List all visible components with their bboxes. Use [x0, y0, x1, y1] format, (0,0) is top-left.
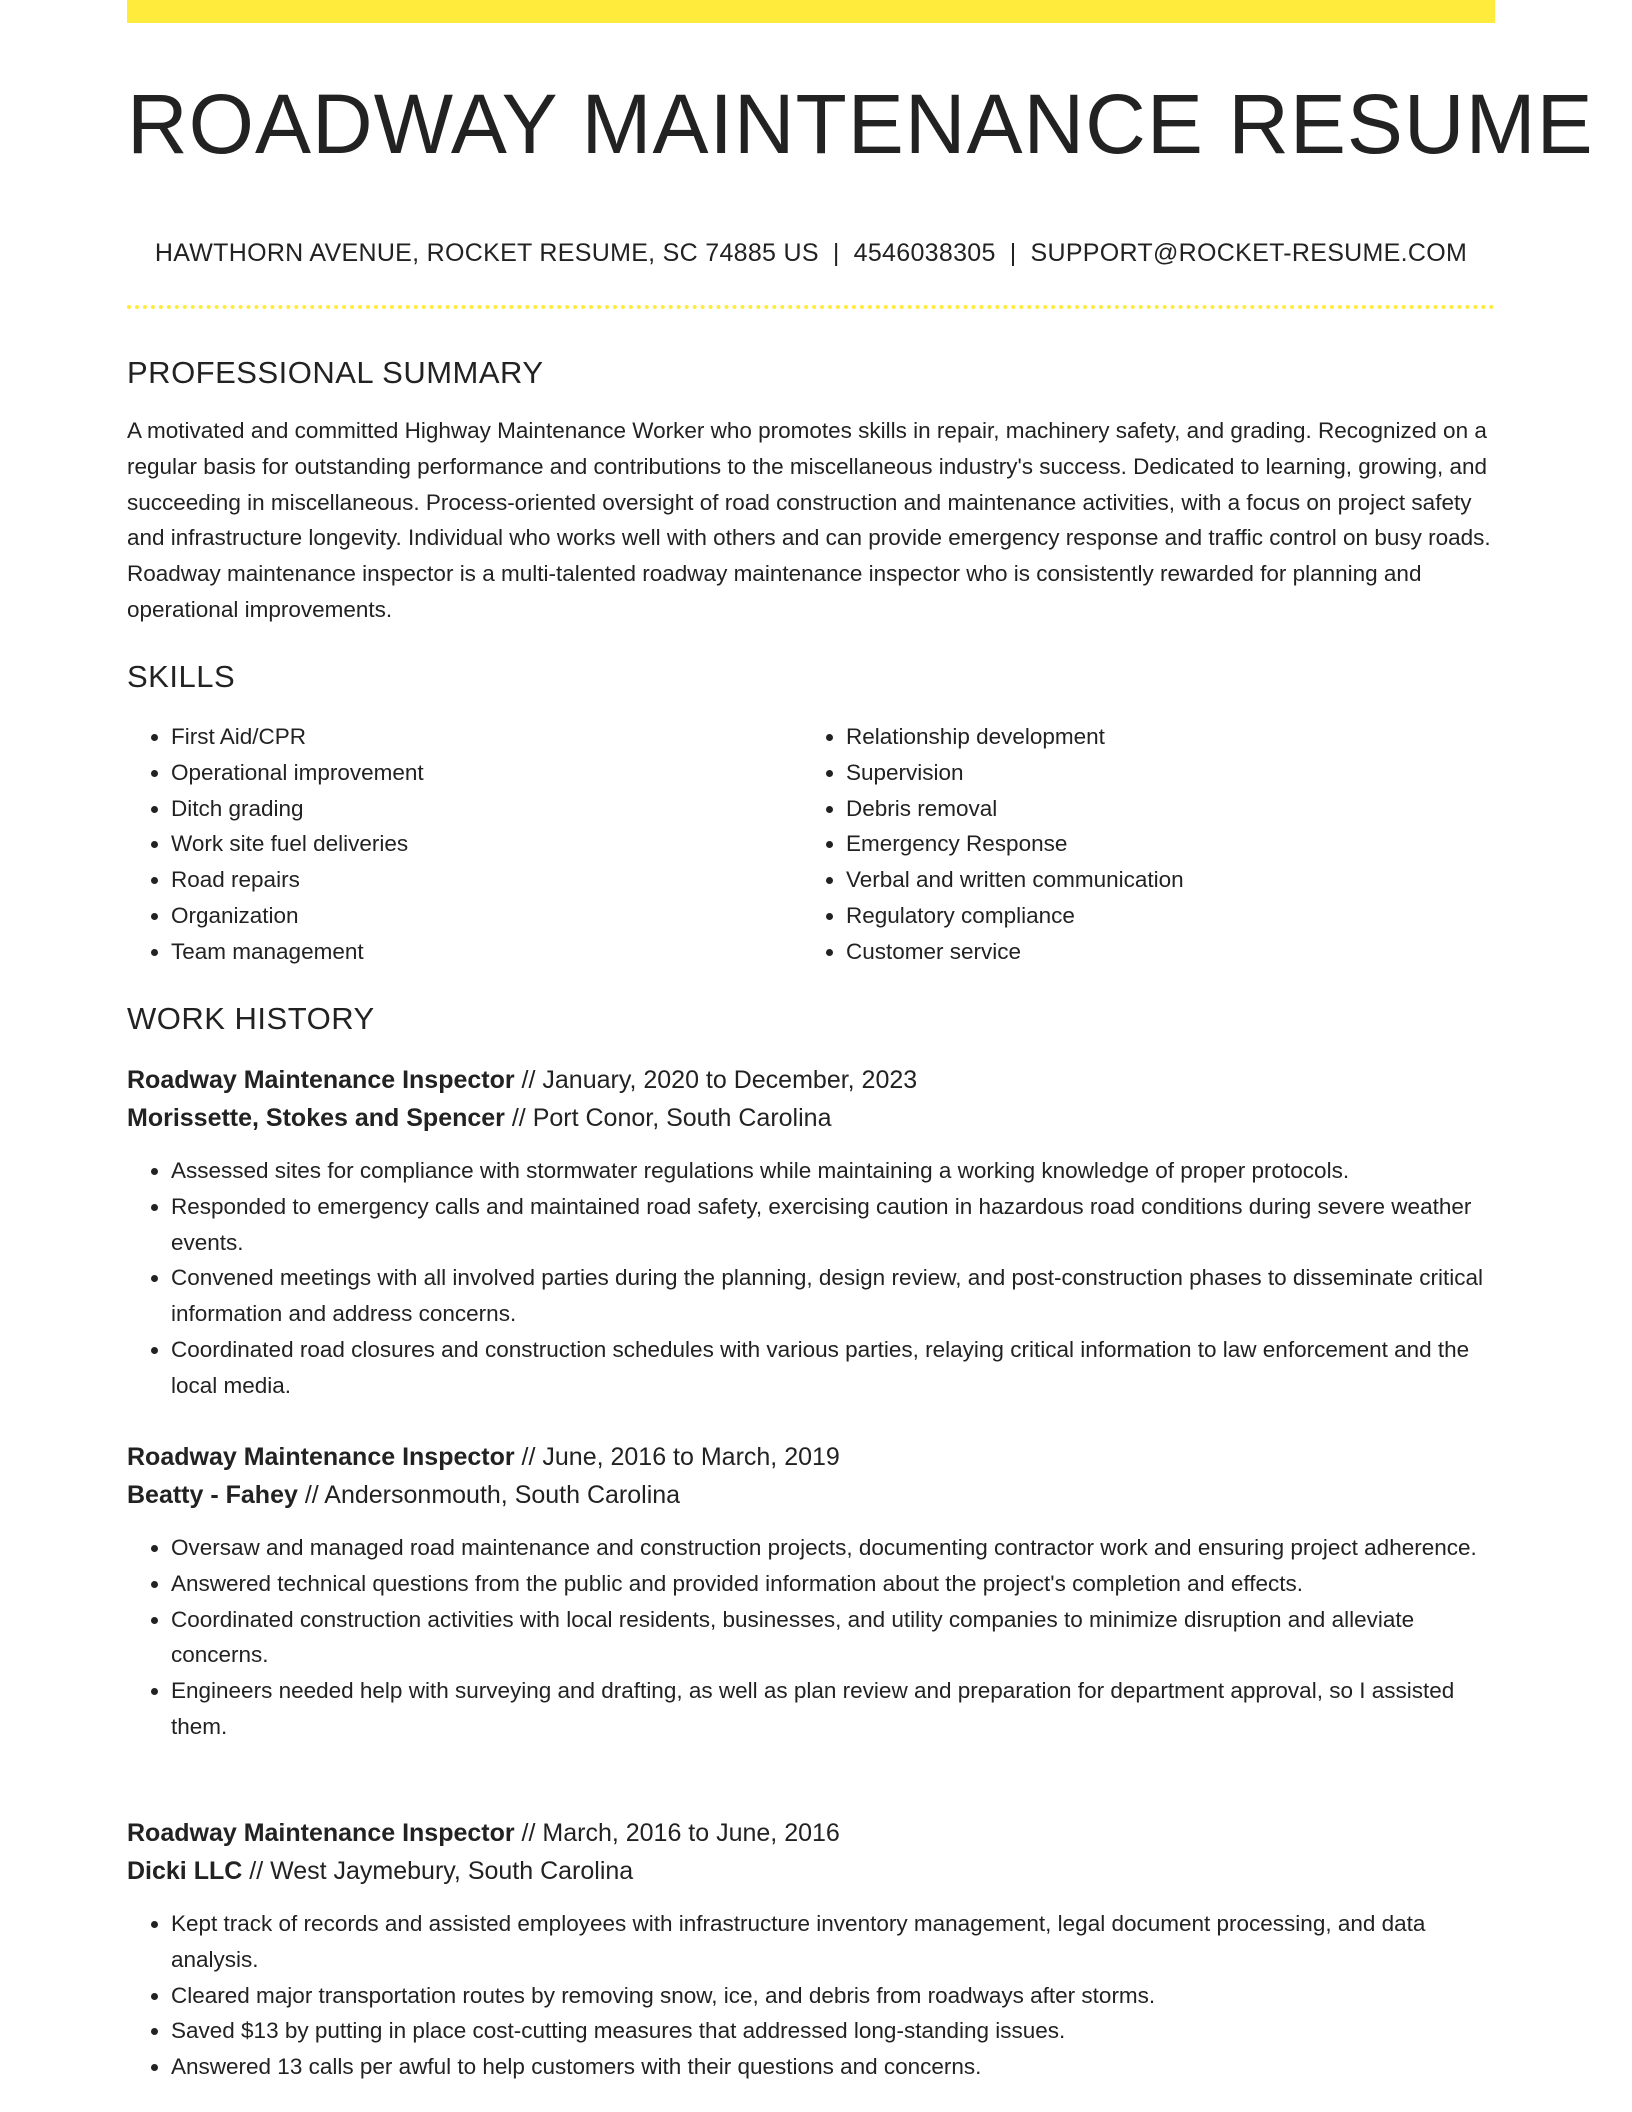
- resume-title: ROADWAY MAINTENANCE RESUME: [127, 77, 1594, 171]
- job-company-line: [127, 1852, 1495, 1890]
- skill-item: • First Aid/CPR: [171, 719, 424, 755]
- job-bullet: • Saved $13 by putting in place cost-cutting measures that addressed long-standing issues.: [171, 2013, 1495, 2049]
- skill-item: • Road repairs: [171, 862, 424, 898]
- skill-item: • Organization: [171, 898, 424, 934]
- contact-separator: |: [832, 239, 840, 267]
- skills-list-right: [802, 719, 1184, 970]
- job-location: // Andersonmouth, South Carolina: [297, 1481, 681, 1509]
- job-title-line: [127, 1061, 1495, 1099]
- job-dates: // June, 2016 to March, 2019: [514, 1443, 840, 1471]
- skill-item: • Regulatory compliance: [846, 898, 1184, 934]
- job-entry: [127, 1438, 1495, 1745]
- skill-item: • Emergency Response: [846, 826, 1184, 862]
- job-bullet: • Engineers needed help with surveying and drafting, as well as plan review and preparation for department approval, so I assisted them.: [171, 1673, 1495, 1745]
- job-company: Beatty - Fahey: [127, 1481, 298, 1509]
- contact-address: HAWTHORN AVENUE, ROCKET RESUME, SC 74885 US: [154, 239, 819, 267]
- contact-line: [127, 236, 1495, 270]
- skill-item: • Ditch grading: [171, 791, 424, 827]
- skill-item: • Verbal and written communication: [846, 862, 1184, 898]
- skill-item: • Team management: [171, 934, 424, 970]
- job-dates: // March, 2016 to June, 2016: [514, 1819, 840, 1847]
- job-bullet: • Answered 13 calls per awful to help customers with their questions and concerns.: [171, 2049, 1495, 2085]
- skill-item: • Customer service: [846, 934, 1184, 970]
- job-role: Roadway Maintenance Inspector: [127, 1819, 515, 1847]
- work-history-heading: WORK HISTORY: [127, 1001, 375, 1036]
- job-company-line: [127, 1099, 1495, 1137]
- accent-top-bar: [127, 0, 1495, 23]
- skill-item: • Operational improvement: [171, 755, 424, 791]
- summary-text: A motivated and committed Highway Maintenance Worker who promotes skills in repair, machinery safety, and grading. Recognized on a regular basis for outstanding performance and contributions to the miscellaneous industry's success. Dedicated to learning, growing, and succeeding in miscellaneous. Process-oriented oversight of road construction and maintenance activities, with a focus on project safety and infrastructure longevity. Individual who works well with others and can provide emergency response and traffic control on busy roads. Roadway maintenance inspector is a multi-talented roadway maintenance inspector who is consistently rewarded for planning and operational improvements.: [127, 418, 1491, 622]
- job-title-line: [127, 1438, 1495, 1476]
- job-bullet: • Answered technical questions from the public and provided information about the project's completion and effects.: [171, 1566, 1495, 1602]
- job-bullet: • Cleared major transportation routes by removing snow, ice, and debris from roadways after storms.: [171, 1978, 1495, 2014]
- job-bullet: • Oversaw and managed road maintenance and construction projects, documenting contractor work and ensuring project adherence.: [171, 1530, 1495, 1566]
- summary-heading: PROFESSIONAL SUMMARY: [127, 355, 544, 390]
- job-bullet: • Coordinated construction activities with local residents, businesses, and utility companies to minimize disruption and alleviate concerns.: [171, 1602, 1495, 1674]
- job-bullet: • Kept track of records and assisted employees with infrastructure inventory management, legal document processing, and data analysis.: [171, 1906, 1495, 1978]
- dotted-divider: [127, 305, 1495, 309]
- skills-heading: SKILLS: [127, 659, 236, 694]
- skill-item: • Supervision: [846, 755, 1184, 791]
- job-entry: [127, 1814, 1495, 2085]
- job-bullet: • Assessed sites for compliance with stormwater regulations while maintaining a working knowledge of proper protocols.: [171, 1153, 1495, 1189]
- skill-item: • Debris removal: [846, 791, 1184, 827]
- skill-item: • Relationship development: [846, 719, 1184, 755]
- job-company: Dicki LLC: [127, 1857, 243, 1885]
- skills-list-left: [127, 719, 424, 970]
- job-title-line: [127, 1814, 1495, 1852]
- job-bullet: • Responded to emergency calls and maintained road safety, exercising caution in hazardous road conditions during severe weather events.: [171, 1189, 1495, 1261]
- job-bullet: • Coordinated road closures and construction schedules with various parties, relaying critical information to law enforcement and the local media.: [171, 1332, 1495, 1404]
- job-bullet: • Convened meetings with all involved parties during the planning, design review, and post-construction phases to disseminate critical information and address concerns.: [171, 1260, 1495, 1332]
- job-dates: // January, 2020 to December, 2023: [514, 1066, 918, 1094]
- job-entry: [127, 1061, 1495, 1404]
- job-bullets: [127, 1530, 1495, 1745]
- job-bullets: [127, 1906, 1495, 2085]
- job-bullets: [127, 1153, 1495, 1404]
- job-role: Roadway Maintenance Inspector: [127, 1443, 515, 1471]
- contact-separator: |: [1009, 239, 1017, 267]
- job-company-line: [127, 1476, 1495, 1514]
- job-location: // West Jaymebury, South Carolina: [242, 1857, 634, 1885]
- contact-phone: 4546038305: [853, 239, 996, 267]
- job-company: Morissette, Stokes and Spencer: [127, 1104, 505, 1132]
- job-role: Roadway Maintenance Inspector: [127, 1066, 515, 1094]
- skill-item: • Work site fuel deliveries: [171, 826, 424, 862]
- contact-email[interactable]: SUPPORT@ROCKET-RESUME.COM: [1030, 239, 1468, 267]
- job-location: // Port Conor, South Carolina: [504, 1104, 832, 1132]
